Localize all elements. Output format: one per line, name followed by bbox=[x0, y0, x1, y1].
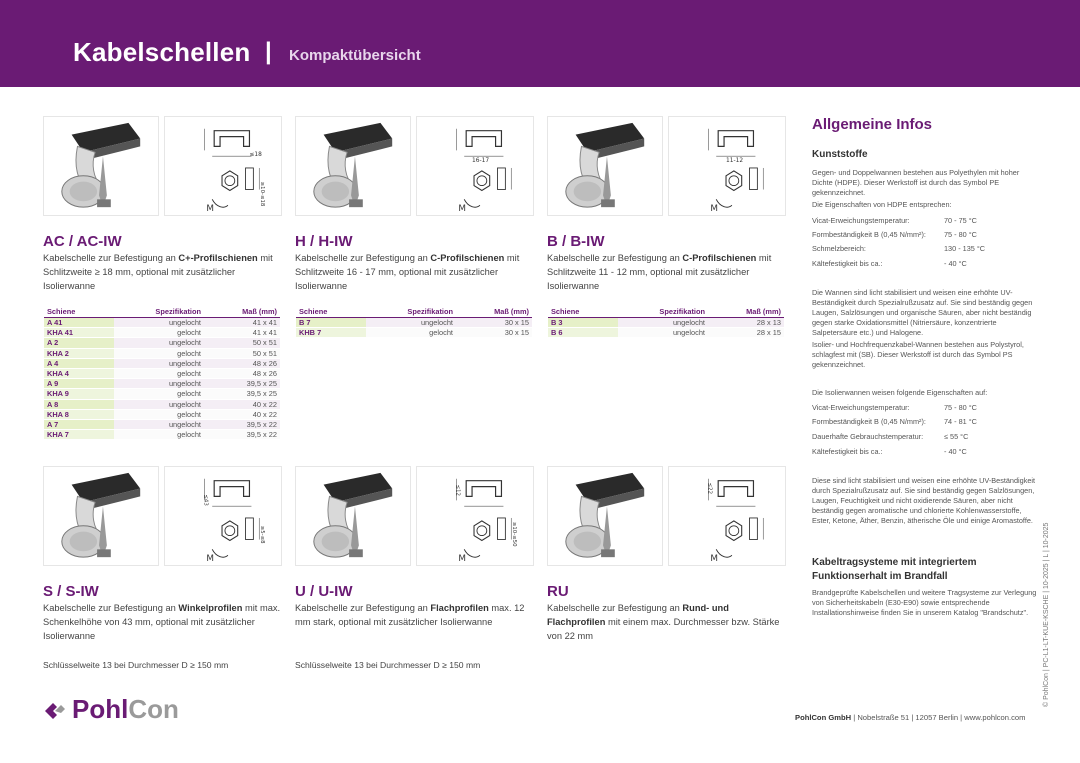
sidebar-paragraph: Die Wannen sind licht stabilisiert und weisen eine erhöhte UV-Beständigkeit durch Spezialrußzusatz auf. Sie sind beständig gegen Laugen, Salzlösungen und organische Säuren, aber nicht beständig gegen starke Oxidationsmittel (Nitriersäure, konzentrierte Salpetersäure etc.) und Halogene. bbox=[812, 288, 1033, 337]
page-title: Kabelschellen bbox=[73, 37, 251, 67]
table-header-row bbox=[296, 306, 532, 318]
table-row bbox=[44, 338, 280, 348]
table-cell: B 3 bbox=[548, 318, 618, 328]
dimension-label: ≥10-≤50 bbox=[511, 521, 518, 547]
product-description-s: Kabelschelle zur Befestigung an Winkelprofilen mit max. Schenkelhöhe von 43 mm, optional mit zusätzlicher Isolierwanne bbox=[43, 603, 281, 641]
table-cell: gelocht bbox=[114, 368, 204, 378]
dimension-label: 16-17 bbox=[472, 158, 490, 165]
title-separator: | bbox=[265, 38, 272, 65]
table-row bbox=[44, 409, 280, 419]
product-description-u: Kabelschelle zur Befestigung an Flachprofilen max. 12 mm stark, optional mit zusätzlicher Isolierwanne bbox=[295, 603, 525, 627]
table-cell: KHA 41 bbox=[44, 328, 114, 338]
table-cell: 30 x 15 bbox=[456, 318, 532, 328]
table-row bbox=[44, 389, 280, 399]
table-cell: ungelocht bbox=[618, 328, 708, 338]
table-cell: 39,5 x 25 bbox=[204, 389, 280, 399]
product-description-ru: Kabelschelle zur Befestigung an Rund- und Flachprofilen mit einem max. Durchmesser bzw. Stärke von 22 mm bbox=[547, 603, 780, 641]
table-header-cell: Maß (mm) bbox=[204, 306, 280, 318]
product-note-s: Schlüsselweite 13 bei Durchmesser D ≥ 150 mm bbox=[43, 660, 229, 670]
table-cell: KHB 7 bbox=[296, 328, 366, 338]
table-header-cell: Maß (mm) bbox=[456, 306, 532, 318]
table-header-cell: Spezifikation bbox=[618, 306, 708, 318]
page-subtitle: Kompaktübersicht bbox=[289, 47, 421, 64]
table-cell: 48 x 26 bbox=[204, 358, 280, 368]
fire-text: Brandgeprüfte Kabelschellen und weitere Tragsysteme zur Verlegung von Sicherheitskabeln (E30-E90) sowie entsprechende Installationshinweise finden Sie in unserem Katalog "Brandschutz". bbox=[812, 588, 1037, 617]
table-row bbox=[44, 430, 280, 440]
pohlcon-logo-icon bbox=[42, 698, 68, 724]
table-cell: ungelocht bbox=[366, 318, 456, 328]
product-title-h: H / H-IW bbox=[295, 233, 353, 250]
product-title-ac: AC / AC-IW bbox=[43, 233, 122, 250]
product-photo-h bbox=[295, 116, 411, 216]
table-cell: 48 x 26 bbox=[204, 368, 280, 378]
technical-drawing-b bbox=[668, 116, 786, 216]
product-photo-ru bbox=[547, 466, 663, 566]
iso-property: Vicat-Erweichungstemperatur: 75 - 80 °C bbox=[812, 403, 977, 412]
table-cell: gelocht bbox=[114, 430, 204, 440]
kunststoffe-heading: Kunststoffe bbox=[812, 149, 868, 160]
table-cell: A 7 bbox=[44, 419, 114, 429]
dimension-label: ≤18 bbox=[249, 152, 262, 159]
table-cell: gelocht bbox=[114, 409, 204, 419]
table-row bbox=[44, 399, 280, 409]
table-cell: ungelocht bbox=[114, 358, 204, 368]
sidebar-title: Allgemeine Infos bbox=[812, 116, 933, 133]
hdpe-intro: Die Eigenschaften von HDPE entsprechen: bbox=[812, 200, 952, 209]
fire-heading: Kabeltragsysteme mit integriertem Funktionserhalt im Brandfall bbox=[812, 557, 977, 582]
hdpe-property: Schmelzbereich: 130 - 135 °C bbox=[812, 244, 986, 253]
table-cell: gelocht bbox=[366, 328, 456, 338]
table-header-row bbox=[548, 306, 784, 318]
table-cell: 39,5 x 25 bbox=[204, 379, 280, 389]
table-cell: 39,5 x 22 bbox=[204, 419, 280, 429]
table-cell: A 9 bbox=[44, 379, 114, 389]
table-cell: 50 x 51 bbox=[204, 348, 280, 358]
table-row bbox=[44, 419, 280, 429]
table-cell: KHA 4 bbox=[44, 368, 114, 378]
spec-table-b bbox=[548, 306, 784, 338]
table-header-cell: Schiene bbox=[296, 306, 366, 318]
footer-address: PohlCon GmbH | Nobelstraße 51 | 12057 Berlin | www.pohlcon.com bbox=[795, 713, 1026, 722]
dimension-label: ≥5-≤8 bbox=[259, 525, 266, 544]
table-cell: KHA 9 bbox=[44, 389, 114, 399]
product-title-b: B / B-IW bbox=[547, 233, 605, 250]
product-photo-u bbox=[295, 466, 411, 566]
product-photo-s bbox=[43, 466, 159, 566]
table-cell: KHA 2 bbox=[44, 348, 114, 358]
technical-drawing-u bbox=[416, 466, 534, 566]
pohlcon-logo: PohlCon bbox=[40, 694, 210, 724]
table-row bbox=[44, 318, 280, 328]
table-cell: ungelocht bbox=[114, 318, 204, 328]
table-row bbox=[44, 368, 280, 378]
table-cell: ungelocht bbox=[618, 318, 708, 328]
table-cell: B 6 bbox=[548, 328, 618, 338]
table-row bbox=[548, 318, 784, 328]
product-note-u: Schlüsselweite 13 bei Durchmesser D ≥ 150 mm bbox=[295, 660, 481, 670]
iso-property: Dauerhafte Gebrauchstemperatur: ≤ 55 °C bbox=[812, 432, 969, 441]
table-row bbox=[548, 328, 784, 338]
table-row bbox=[44, 358, 280, 368]
table-header-row bbox=[44, 306, 280, 318]
table-header-cell: Schiene bbox=[548, 306, 618, 318]
product-description-ac: Kabelschelle zur Befestigung an C+-Profilschienen mit Schlitzweite ≥ 18 mm, optional mit zusätzlicher Isolierwanne bbox=[43, 253, 273, 291]
table-row bbox=[44, 348, 280, 358]
hdpe-property: Vicat-Erweichungstemperatur: 70 - 75 °C bbox=[812, 216, 977, 225]
table-cell: 41 x 41 bbox=[204, 318, 280, 328]
table-row bbox=[296, 328, 532, 338]
technical-drawing-s bbox=[164, 466, 282, 566]
product-description-h: Kabelschelle zur Befestigung an C-Profilschienen mit Schlitzweite 16 - 17 mm, optional mit zusätzlicher Isolierwanne bbox=[295, 253, 520, 291]
table-header-cell: Spezifikation bbox=[114, 306, 204, 318]
table-header-cell: Maß (mm) bbox=[708, 306, 784, 318]
dimension-label: 11-12 bbox=[726, 158, 744, 165]
table-cell: 40 x 22 bbox=[204, 399, 280, 409]
table-cell: 28 x 15 bbox=[708, 328, 784, 338]
kunststoffe-text: Gegen- und Doppelwannen bestehen aus Polyethylen mit hoher Dichte (HDPE). Dieser Werkstoff ist durch das Symbol PE gekennzeichnet. bbox=[812, 168, 1020, 197]
technical-drawing-h bbox=[416, 116, 534, 216]
table-row bbox=[296, 318, 532, 328]
table-row bbox=[44, 328, 280, 338]
hdpe-property: Kältefestigkeit bis ca.: - 40 °C bbox=[812, 259, 967, 268]
table-cell: A 41 bbox=[44, 318, 114, 328]
dimension-label: ≤12 bbox=[454, 484, 461, 496]
table-cell: 50 x 51 bbox=[204, 338, 280, 348]
product-title-s: S / S-IW bbox=[43, 583, 99, 600]
table-cell: KHA 8 bbox=[44, 409, 114, 419]
table-cell: ungelocht bbox=[114, 399, 204, 409]
sidebar-paragraph: Isolier- und Hochfrequenzkabel-Wannen bestehen aus Polystyrol, schlagfest mit (SB). Dieser Werkstoff ist durch das Symbol PS gekennzeichnet. bbox=[812, 340, 1024, 369]
table-cell: 41 x 41 bbox=[204, 328, 280, 338]
vertical-document-code: © PohlCon | PC-L1-LT-KUE-KSCHE | 10-2025 | L | 10-2025 bbox=[1043, 522, 1050, 707]
table-cell: A 2 bbox=[44, 338, 114, 348]
dimension-label: ≤43 bbox=[202, 494, 209, 506]
table-cell: 39,5 x 22 bbox=[204, 430, 280, 440]
spec-table-ac bbox=[44, 306, 280, 440]
sidebar-paragraph: Diese sind licht stabilisiert und weisen eine erhöhte UV-Beständigkeit durch Spezialrußzusatz auf. Sie sind beständig gegen Salzlösungen, Laugen, Feuchtigkeit und nicht oxidierende Säuren, aber nicht beständig gegen aromatische und chlorierte Kohlenwasserstoffe, Ester, Ketone, Äther, Benzin, ätherische Öle und einige Aromastoffe. bbox=[812, 476, 1036, 525]
product-title-u: U / U-IW bbox=[295, 583, 353, 600]
dimension-label: ≥10-≤18 bbox=[259, 181, 266, 207]
technical-drawing-ru bbox=[668, 466, 786, 566]
table-cell: ungelocht bbox=[114, 419, 204, 429]
technical-drawing-ac bbox=[164, 116, 282, 216]
spec-table-h bbox=[296, 306, 532, 338]
table-header-cell: Schiene bbox=[44, 306, 114, 318]
product-photo-ac bbox=[43, 116, 159, 216]
table-header-cell: Spezifikation bbox=[366, 306, 456, 318]
header-bar bbox=[0, 0, 1080, 87]
product-title-ru: RU bbox=[547, 583, 569, 600]
table-row bbox=[44, 379, 280, 389]
table-cell: A 4 bbox=[44, 358, 114, 368]
table-cell: gelocht bbox=[114, 348, 204, 358]
table-cell: 30 x 15 bbox=[456, 328, 532, 338]
table-cell: gelocht bbox=[114, 328, 204, 338]
table-cell: B 7 bbox=[296, 318, 366, 328]
table-cell: 40 x 22 bbox=[204, 409, 280, 419]
iso-property: Formbeständigkeit B (0,45 N/mm²): 74 - 81 °C bbox=[812, 417, 977, 426]
table-cell: gelocht bbox=[114, 389, 204, 399]
product-photo-b bbox=[547, 116, 663, 216]
product-description-b: Kabelschelle zur Befestigung an C-Profilschienen mit Schlitzweite 11 - 12 mm, optional mit zusätzlicher Isolierwanne bbox=[547, 253, 772, 291]
iso-intro: Die Isolierwannen weisen folgende Eigenschaften auf: bbox=[812, 388, 988, 397]
table-cell: 28 x 13 bbox=[708, 318, 784, 328]
hdpe-property: Formbeständigkeit B (0,45 N/mm²): 75 - 80 °C bbox=[812, 230, 977, 239]
table-cell: A 8 bbox=[44, 399, 114, 409]
dimension-label: ≤22 bbox=[706, 482, 713, 495]
table-cell: KHA 7 bbox=[44, 430, 114, 440]
table-cell: ungelocht bbox=[114, 338, 204, 348]
table-cell: ungelocht bbox=[114, 379, 204, 389]
iso-property: Kältefestigkeit bis ca.: - 40 °C bbox=[812, 447, 967, 456]
